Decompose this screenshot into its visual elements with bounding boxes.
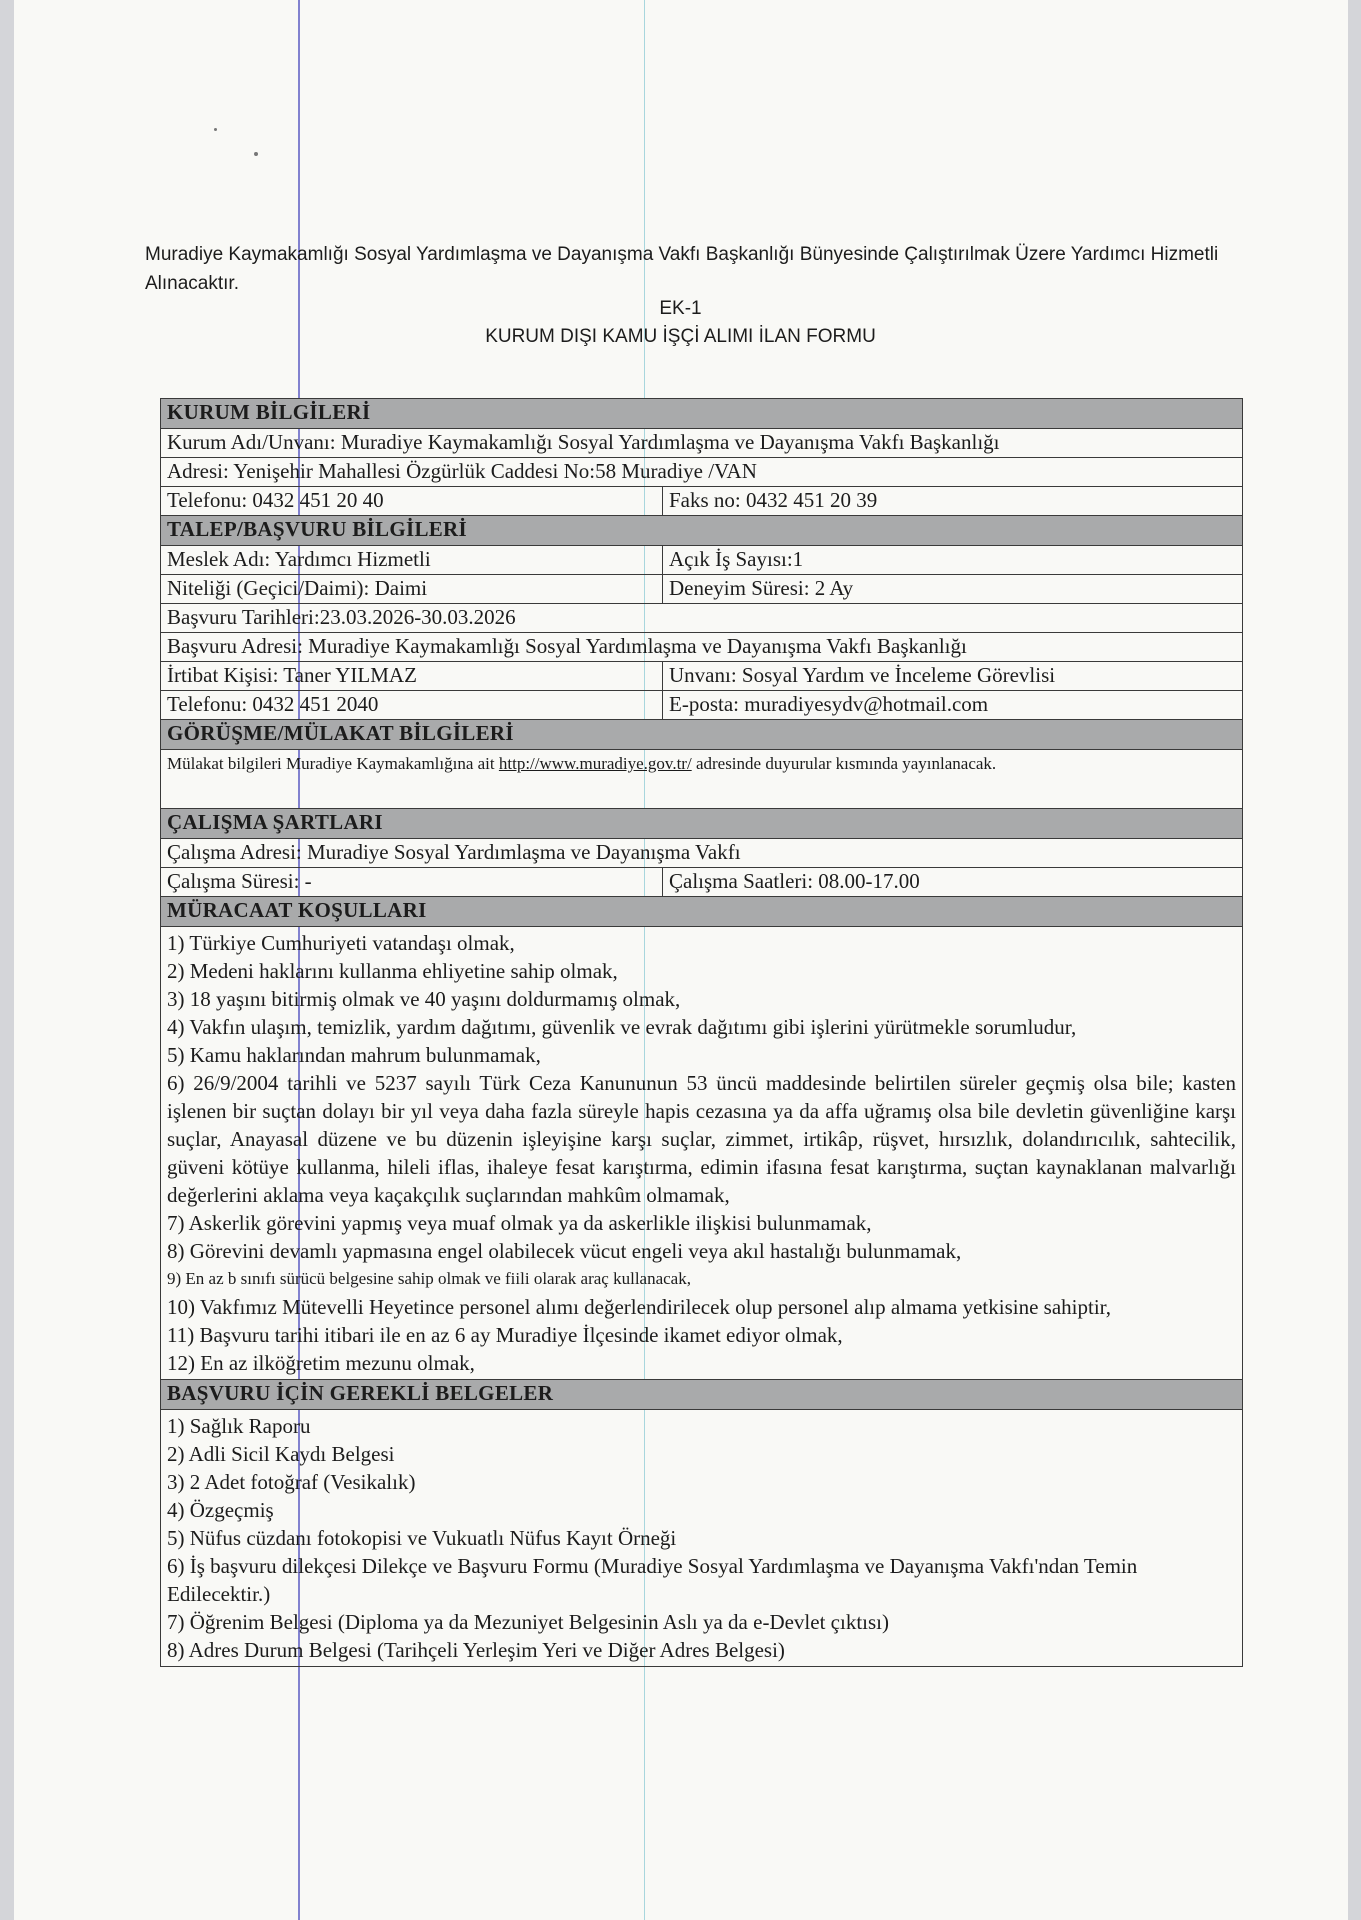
section-header-kurum: KURUM BİLGİLERİ	[161, 399, 1243, 429]
talep-telefon: Telefonu: 0432 451 2040	[161, 691, 663, 720]
mulakat-text-before: Mülakat bilgileri Muradiye Kaymakamlığına ait	[167, 754, 499, 773]
talep-niteligi: Niteliği (Geçici/Daimi): Daimi	[161, 575, 663, 604]
announcement-form-table	[160, 398, 1243, 1667]
form-title: KURUM DIŞI KAMU İŞÇİ ALIMI İLAN FORMU	[485, 326, 876, 347]
kosul-item: 4) Vakfın ulaşım, temizlik, yardım dağıtımı, güvenlik ve evrak dağıtımı gibi işlerini yürütmekle sorumludur,	[167, 1015, 1077, 1039]
talep-adres: Başvuru Adresi: Muradiye Kaymakamlığı Sosyal Yardımlaşma ve Dayanışma Vakfı Başkanlığı	[161, 633, 1243, 662]
belge-item: 1) Sağlık Raporu	[167, 1414, 311, 1438]
kosul-item: 6) 26/9/2004 tarihli ve 5237 sayılı Türk Ceza Kanununun 53 üncü maddesinde belirtilen süreler geçmiş olsa bile; kasten işlenen bir suçtan dolayı bir yıl veya daha fazla süreyle hapis cezasına ya da affa uğramış olsa bile devletin güvenliğine karşı suçlar, Anayasal düzene ve bu düzenin işleyişine karşı suçlar, zimmet, irtikâp, rüşvet, hırsızlık, dolandırıcılık, sahtecilik, güveni kötüye kullanma, hileli iflas, ihaleye fesat karıştırma, edimin ifasına fesat karıştırma, suçtan kaynaklanan malvarlığı değerlerini aklama veya kaçakçılık suçlarından mahkûm olmamak,	[167, 1071, 1237, 1207]
belge-item: 4) Özgeçmiş	[167, 1498, 274, 1522]
kosul-item: 2) Medeni haklarını kullanma ehliyetine sahip olmak,	[167, 959, 618, 983]
scan-speck	[214, 128, 217, 131]
kosul-item: 3) 18 yaşını bitirmiş olmak ve 40 yaşını doldurmamış olmak,	[167, 987, 681, 1011]
belge-item: 6) İş başvuru dilekçesi Dilekçe ve Başvuru Formu (Muradiye Sosyal Yardımlaşma ve Dayanışma Vakfı'ndan Temin Edilecektir.)	[167, 1554, 1138, 1606]
form-code: EK-1	[659, 298, 702, 319]
kosul-item: 8) Görevini devamlı yapmasına engel olabilecek vücut engeli veya akıl hastalığı bulunmamak,	[167, 1239, 962, 1263]
belge-item: 5) Nüfus cüzdanı fotokopisi ve Vukuatlı Nüfus Kayıt Örneği	[167, 1526, 677, 1550]
scan-speck	[254, 152, 258, 156]
belge-item: 8) Adres Durum Belgesi (Tarihçeli Yerleşim Yeri ve Diğer Adres Belgesi)	[167, 1638, 785, 1662]
section-header-talep: TALEP/BAŞVURU BİLGİLERİ	[161, 516, 1243, 546]
section-header-belgeler: BAŞVURU İÇİN GEREKLİ BELGELER	[161, 1380, 1243, 1410]
kosul-item: 5) Kamu haklarından mahrum bulunmamak,	[167, 1043, 541, 1067]
kosul-item: 11) Başvuru tarihi itibari ile en az 6 ay Muradiye İlçesinde ikamet ediyor olmak,	[167, 1323, 843, 1347]
talep-meslek: Meslek Adı: Yardımcı Hizmetli	[161, 546, 663, 575]
kurum-adres: Adresi: Yenişehir Mahallesi Özgürlük Caddesi No:58 Muradiye /VAN	[161, 458, 1243, 487]
section-header-mulakat: GÖRÜŞME/MÜLAKAT BİLGİLERİ	[161, 720, 1243, 750]
talep-acik-is: Açık İş Sayısı:1	[663, 546, 1243, 575]
kosul-item: 7) Askerlik görevini yapmış veya muaf olmak ya da askerlikle ilişkisi bulunmamak,	[167, 1211, 872, 1235]
kurum-faks: Faks no: 0432 451 20 39	[663, 487, 1243, 516]
kosul-item: 12) En az ilköğretim mezunu olmak,	[167, 1351, 475, 1375]
calisma-adres: Çalışma Adresi: Muradiye Sosyal Yardımlaşma ve Dayanışma Vakfı	[161, 839, 1243, 868]
kosul-item: 9) En az b sınıfı sürücü belgesine sahip olmak ve fiili olarak araç kullanacak,	[167, 1269, 691, 1288]
belge-item: 7) Öğrenim Belgesi (Diploma ya da Mezuniyet Belgesinin Aslı ya da e-Devlet çıktısı)	[167, 1610, 889, 1634]
kosullar-list	[161, 927, 1243, 1380]
belgeler-list	[161, 1410, 1243, 1667]
belge-item: 2) Adli Sicil Kaydı Belgesi	[167, 1442, 395, 1466]
kurum-unvan: Kurum Adı/Unvanı: Muradiye Kaymakamlığı Sosyal Yardımlaşma ve Dayanışma Vakfı Başkanlığı	[161, 429, 1243, 458]
mulakat-link[interactable]: http://www.muradiye.gov.tr/	[498, 754, 692, 773]
belge-item: 3) 2 Adet fotoğraf (Vesikalık)	[167, 1470, 416, 1494]
talep-irtibat: İrtibat Kişisi: Taner YILMAZ	[161, 662, 663, 691]
talep-unvan: Unvanı: Sosyal Yardım ve İnceleme Görevlisi	[663, 662, 1243, 691]
intro-paragraph: Muradiye Kaymakamlığı Sosyal Yardımlaşma ve Dayanışma Vakfı Başkanlığı Bünyesinde Çalıştırılmak Üzere Yardımcı Hizmetli Alınacaktır.	[145, 244, 1219, 294]
talep-tarihler: Başvuru Tarihleri:23.03.2026-30.03.2026	[161, 604, 1243, 633]
kosul-item: 10) Vakfımız Mütevelli Heyetince personel alımı değerlendirilecek olup personel alıp almama yetkisine sahiptir,	[167, 1295, 1112, 1319]
calisma-sure: Çalışma Süresi: -	[161, 868, 663, 897]
talep-deneyim: Deneyim Süresi: 2 Ay	[663, 575, 1243, 604]
calisma-saatler: Çalışma Saatleri: 08.00-17.00	[663, 868, 1243, 897]
kurum-telefon: Telefonu: 0432 451 20 40	[161, 487, 663, 516]
kosul-item: 1) Türkiye Cumhuriyeti vatandaşı olmak,	[167, 931, 515, 955]
mulakat-info	[161, 750, 1243, 809]
section-header-kosullar: MÜRACAAT KOŞULLARI	[161, 897, 1243, 927]
section-header-calisma: ÇALIŞMA ŞARTLARI	[161, 809, 1243, 839]
talep-eposta: E-posta: muradiyesydv@hotmail.com	[663, 691, 1243, 720]
mulakat-text-after: adresinde duyurular kısmında yayınlanacak.	[691, 754, 997, 773]
